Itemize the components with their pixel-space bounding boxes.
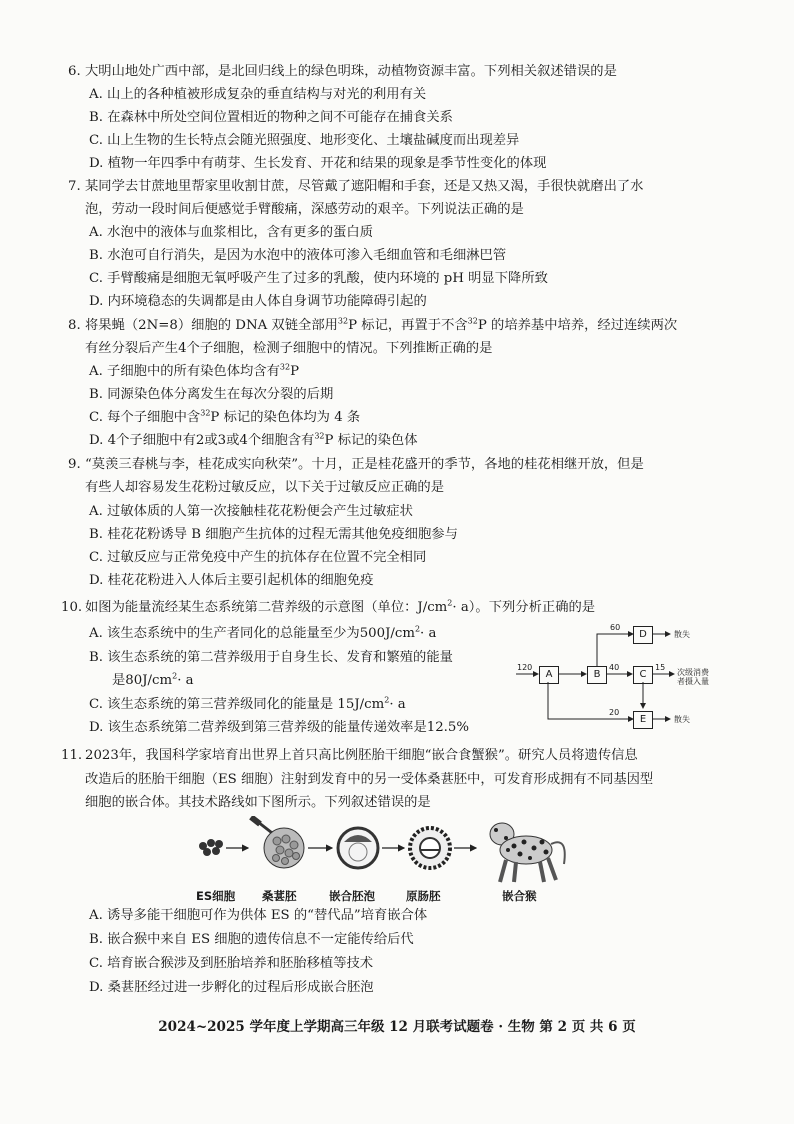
question-7-option-b: B. 水泡可自行消失，是因为水泡中的液体可渗入毛细血管和毛细淋巴管 (89, 248, 507, 263)
page-footer: 2024~2025 学年度上学期高三年级 12 月联考试题卷 · 生物 第 2 页 共 6 页 (158, 1019, 636, 1035)
question-10-stem: 如图为能量流经某生态系统第二营养级的示意图（单位：$J/cm^2\cdot a$）。下列分析正确的是 (85, 598, 596, 615)
label-d-loss: 散失 (674, 630, 690, 639)
question-7-option-d: D. 内环境稳态的失调都是由人体自身调节功能障碍引起的 (89, 294, 427, 309)
question-9-stem-line-1: “莫羡三春桃与李，桂花成实向秋荣”。十月，正是桂花盛开的季节，各地的桂花相继开放，但是 (85, 457, 644, 472)
label-next-level-2: 者摄入量 (677, 677, 709, 686)
question-10-number: 10. (61, 600, 83, 615)
embryo-drawings (196, 816, 586, 886)
question-10-option-a: A. 该生态系统中的生产者同化的总能量至少为$500J/cm^2\cdot a$ (89, 624, 437, 641)
question-6-option-d: D. 植物一年四季中有萌芽、生长发育、开花和结果的现象是季节性变化的体现 (89, 156, 547, 171)
question-10-option-c: C. 该生态系统的第三营养级同化的能量是 $15J/cm^2\cdot a$ (89, 695, 406, 712)
box-d: D (633, 626, 653, 644)
box-a: A (539, 666, 559, 684)
value-b-to-c: 40 (609, 663, 620, 672)
question-9-option-d: D. 桂花花粉进入人体后主要引起机体的细胞免疫 (89, 573, 374, 588)
question-11-number: 11. (61, 748, 83, 763)
question-10-option-b-line-2: 是$80J/cm^2\cdot a$ (112, 671, 194, 688)
label-morula: 桑葚胚 (262, 889, 297, 903)
question-7-stem-line-2: 泡，劳动一段时间后便感觉手臂酸痛，深感劳动的艰辛。下列说法正确的是 (85, 202, 524, 217)
question-9-option-a: A. 过敏体质的人第一次接触桂花花粉便会产生过敏症状 (89, 504, 413, 519)
question-9-option-c: C. 过敏反应与正常免疫中产生的抗体存在位置不完全相同 (89, 550, 427, 565)
energy-flow-diagram (514, 618, 744, 734)
question-8-option-d: D. 4个子细胞中有2或3或4个细胞含有$^{32}$P 标记的染色体 (89, 431, 418, 448)
question-11-stem-line-3: 细胞的嵌合体。其技术路线如下图所示。下列叙述错误的是 (85, 795, 431, 810)
question-10-option-d: D. 该生态系统第二营养级到第三营养级的能量传递效率是12.5% (89, 720, 470, 735)
question-11-option-b: B. 嵌合猴中来自 ES 细胞的遗传信息不一定能传给后代 (89, 932, 414, 947)
morula-icon (264, 828, 304, 868)
question-7-number: 7. (68, 179, 81, 194)
question-6-option-a: A. 山上的各种植被形成复杂的垂直结构与对光的利用有关 (89, 87, 427, 102)
question-11-stem-line-2: 改造后的胚胎干细胞（ES 细胞）注射到发育中的另一受体桑葚胚中，可发育形成拥有不同基因型 (85, 772, 654, 787)
question-8-stem-line-2: 有丝分裂后产生4个子细胞，检测子细胞中的情况。下列推断正确的是 (85, 341, 493, 356)
question-8-number: 8. (68, 318, 81, 333)
question-6-option-c: C. 山上生物的生长特点会随光照强度、地形变化、土壤盐碱度而出现差异 (89, 133, 520, 148)
label-chimeric-monkey: 嵌合猴 (502, 889, 537, 903)
chimeric-blastocyst-icon (338, 828, 378, 868)
question-6-number: 6. (68, 64, 81, 79)
question-7-option-a: A. 水泡中的液体与血浆相比，含有更多的蛋白质 (89, 225, 373, 240)
chimeric-monkey-figure (196, 816, 586, 904)
question-10-option-b-line-1: B. 该生态系统的第二营养级用于自身生长、发育和繁殖的能量 (89, 650, 453, 665)
label-gastrula: 原肠胚 (406, 889, 441, 903)
question-9-stem-line-2: 有些人却容易发生花粉过敏反应，以下关于过敏反应正确的是 (85, 480, 445, 495)
question-9-option-b: B. 桂花花粉诱导 B 细胞产生抗体的过程无需其他免疫细胞参与 (89, 527, 458, 542)
question-9-number: 9. (68, 457, 81, 472)
es-cells-icon (199, 839, 223, 856)
question-8-option-b: B. 同源染色体分离发生在每次分裂的后期 (89, 387, 334, 402)
question-11-stem-line-1: 2023年，我国科学家培育出世界上首只高比例胚胎干细胞“嵌合食蟹猴”。研究人员将遗传信息 (85, 748, 638, 763)
question-6-stem: 大明山地处广西中部，是北回归线上的绿色明珠，动植物资源丰富。下列相关叙述错误的是 (85, 64, 617, 79)
question-11-option-c: C. 培育嵌合猴涉及到胚胎培养和胚胎移植等技术 (89, 956, 374, 971)
question-11-option-a: A. 诱导多能干细胞可作为供体 ES 的“替代品”培育嵌合体 (89, 908, 428, 923)
value-c-out: 15 (655, 663, 666, 672)
question-7-option-c: C. 手臂酸痛是细胞无氧呼吸产生了过多的乳酸，使内环境的 pH 明显下降所致 (89, 271, 548, 286)
question-8-stem-line-1: 将果蝇（2N=8）细胞的 DNA 双链全部用$^{32}$P 标记，再置于不含$^{32}$P 的培养基中培养，经过连续两次 (85, 316, 678, 333)
question-7-stem-line-1: 某同学去甘蔗地里帮家里收割甘蔗，尽管戴了遮阳帽和手套，还是又热又渴，手很快就磨出了水 (85, 179, 644, 194)
question-11-option-d: D. 桑葚胚经过进一步孵化的过程后形成嵌合胚泡 (89, 980, 374, 995)
box-b: B (587, 666, 607, 684)
chimeric-monkey-icon (490, 823, 565, 882)
question-6-option-b: B. 在森林中所处空间位置相近的物种之间不可能存在捕食关系 (89, 110, 453, 125)
value-input: 120 (517, 663, 533, 672)
label-es-cell: ES细胞 (196, 889, 236, 903)
box-e: E (633, 711, 653, 729)
value-b-to-d: 60 (610, 623, 621, 632)
question-8-option-c: C. 每个子细胞中含$^{32}$P 标记的染色体均为 4 条 (89, 408, 361, 425)
value-to-e: 20 (609, 708, 620, 717)
box-c: C (633, 666, 653, 684)
label-e-loss: 散失 (674, 715, 690, 724)
label-next-level-1: 次级消费 (677, 668, 709, 677)
label-chimeric-blastocyst: 嵌合胚泡 (329, 889, 375, 903)
question-8-option-a: A. 子细胞中的所有染色体均含有$^{32}$P (89, 362, 300, 379)
gastrula-icon (410, 828, 450, 868)
